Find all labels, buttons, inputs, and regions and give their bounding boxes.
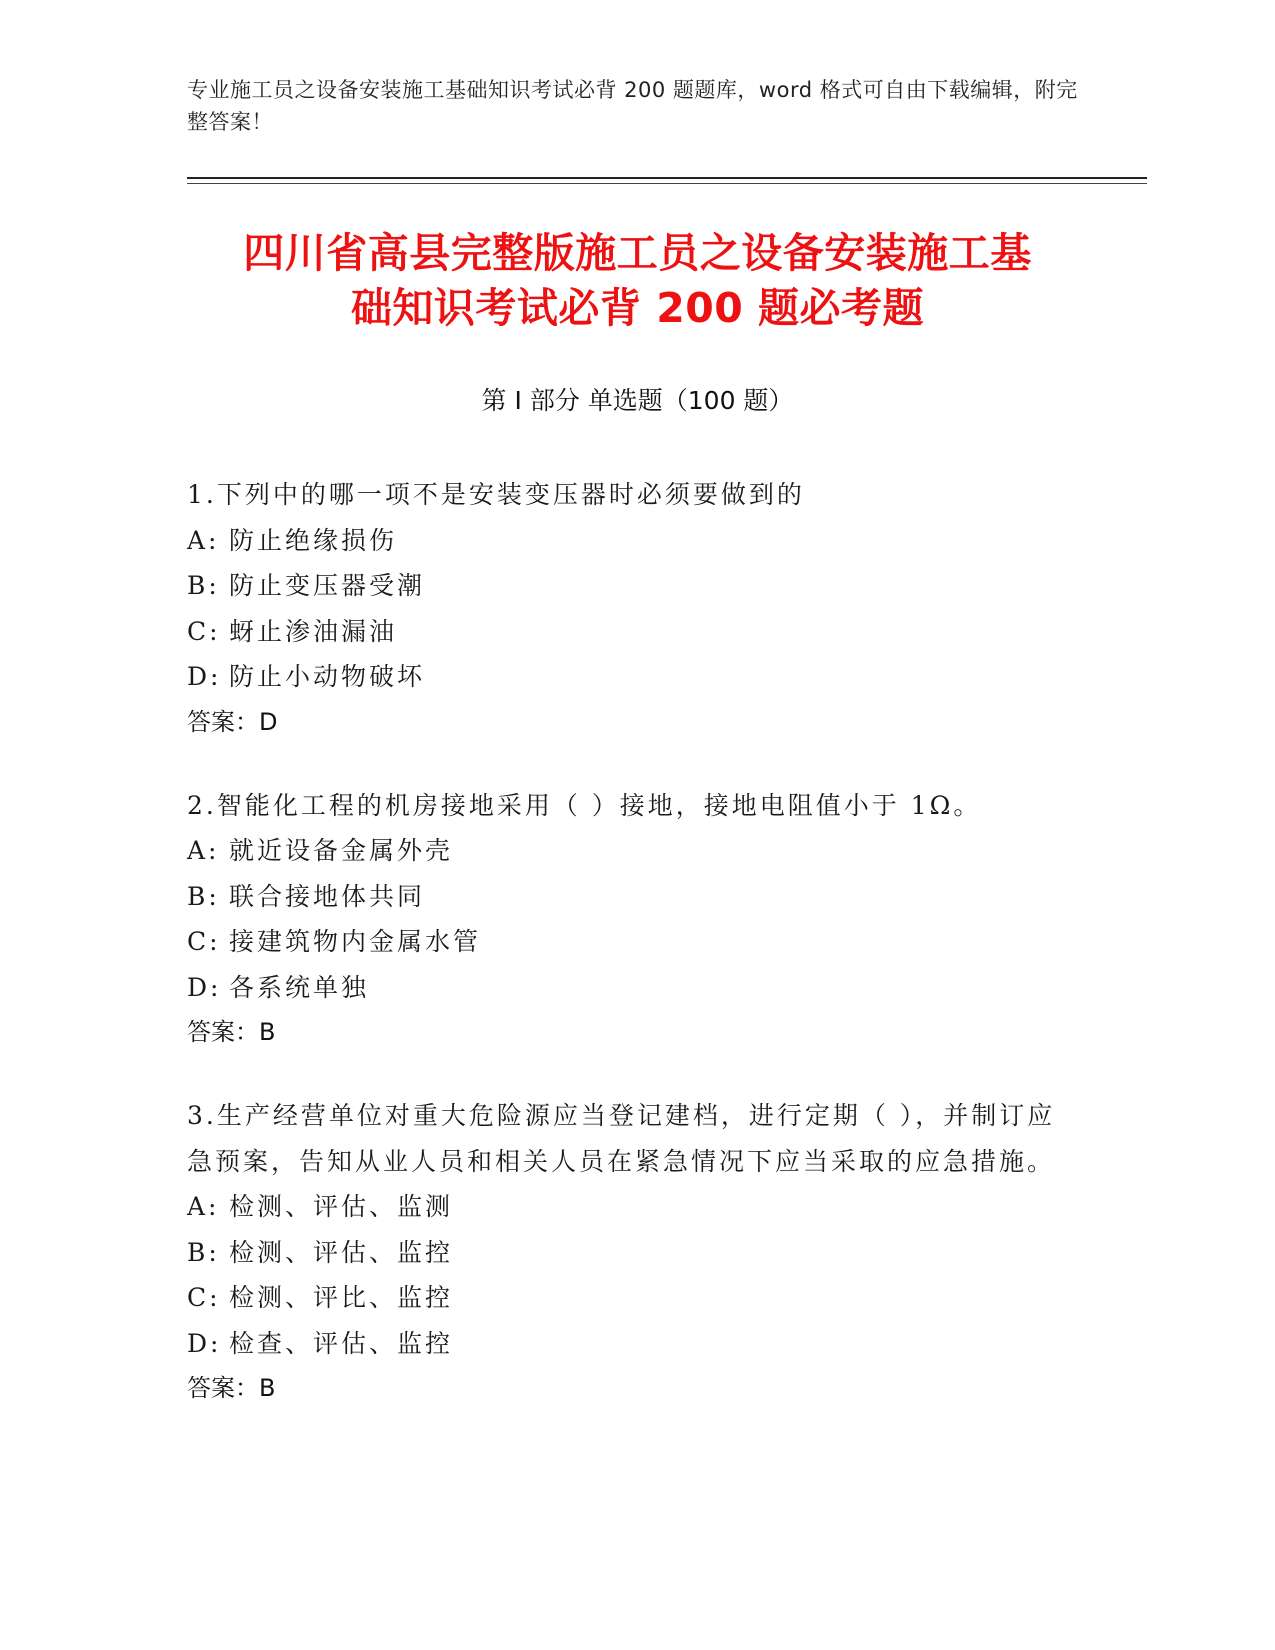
- option-b: [187, 563, 1087, 609]
- question-stem: 1.下列中的哪一项不是安装变压器时必须要做到的: [187, 480, 805, 509]
- option-label: B:: [187, 571, 220, 600]
- option-d: [187, 654, 1087, 700]
- option-d: [187, 1321, 1087, 1367]
- option-c: [187, 1275, 1087, 1321]
- header-divider-thin: [187, 183, 1147, 184]
- option-text: 防止绝缘损伤: [229, 525, 398, 555]
- header-divider-thick: [187, 177, 1147, 179]
- option-c: [187, 919, 1087, 965]
- option-b: [187, 1230, 1087, 1276]
- option-text: 检测、评估、监测: [229, 1192, 454, 1221]
- option-text: 接建筑物内金属水管: [229, 927, 482, 956]
- option-label: D:: [187, 1328, 222, 1358]
- option-label: A:: [187, 836, 220, 865]
- header-note: 专业施工员之设备安装施工基础知识考试必背 200 题题库，word 格式可自由下载编辑，附完整答案！: [187, 78, 1078, 134]
- option-text: 防止变压器受潮: [229, 571, 426, 600]
- option-a: [187, 1184, 1087, 1230]
- option-text: 就近设备金属外壳: [229, 836, 454, 865]
- option-label: B:: [187, 881, 220, 911]
- answer-line: 答案：D: [187, 707, 278, 736]
- section-heading: 第 I 部分 单选题（100 题）: [481, 386, 794, 415]
- option-text: 检查、评估、监控: [229, 1328, 454, 1358]
- question-list: [187, 472, 1087, 1449]
- option-b: [187, 874, 1087, 920]
- question-stem: 2.智能化工程的机房接地采用（ ）接地，接地电阻值小于 1Ω。: [187, 790, 982, 820]
- document-title: [130, 226, 1145, 336]
- option-text: 联合接地体共同: [229, 881, 426, 911]
- question-stem: 3.生产经营单位对重大危险源应当登记建档，进行定期（ ），并制订应急预案，告知从业人员和相关人员在紧急情况下应当采取的应急措施。: [187, 1101, 1056, 1176]
- option-text: 检测、评比、监控: [229, 1283, 454, 1312]
- option-a: [187, 518, 1087, 564]
- option-label: D:: [187, 972, 222, 1002]
- option-label: C:: [187, 927, 221, 956]
- answer-line: 答案：B: [187, 1018, 276, 1046]
- option-a: [187, 828, 1087, 874]
- option-label: C:: [187, 616, 221, 646]
- question-item: [187, 1093, 1087, 1411]
- option-label: D:: [187, 662, 222, 691]
- option-text: 蚜止渗油漏油: [229, 616, 398, 646]
- option-label: B:: [187, 1237, 220, 1267]
- document-title-line-1: 四川省高县完整版施工员之设备安装施工基: [243, 229, 1032, 277]
- option-c: [187, 609, 1087, 655]
- option-text: 检测、评估、监控: [229, 1237, 454, 1267]
- option-label: C:: [187, 1283, 221, 1312]
- option-label: A:: [187, 1192, 220, 1221]
- option-text: 防止小动物破坏: [229, 662, 426, 691]
- document-title-line-2: 础知识考试必背 200 题必考题: [350, 284, 925, 332]
- option-text: 各系统单独: [229, 972, 370, 1002]
- question-item: [187, 783, 1087, 1056]
- option-label: A:: [187, 525, 220, 555]
- option-d: [187, 965, 1087, 1011]
- question-item: [187, 472, 1087, 745]
- answer-line: 答案：B: [187, 1374, 276, 1402]
